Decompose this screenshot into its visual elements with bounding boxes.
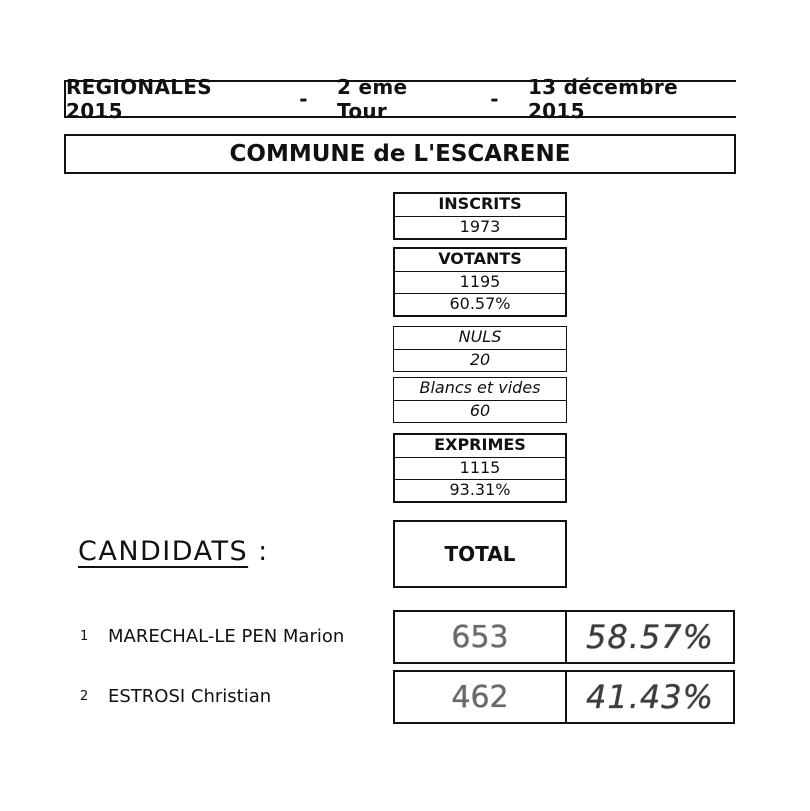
blancs-value: 60	[394, 400, 566, 422]
candidate-result	[393, 670, 735, 724]
exprimes-label: EXPRIMES	[434, 435, 526, 454]
inscrits-box	[393, 192, 567, 240]
candidate-row	[0, 610, 810, 664]
blancs-box	[393, 377, 567, 423]
election-title	[64, 75, 736, 123]
election-name: REGIONALES 2015	[65, 75, 212, 123]
nuls-value: 20	[394, 349, 566, 371]
commune-name: COMMUNE de L'ESCARENE	[229, 141, 571, 167]
candidate-number: 1	[80, 629, 89, 644]
election-round: 2 eme Tour	[337, 75, 408, 123]
candidate-name: ESTROSI Christian	[108, 686, 272, 707]
title-separator: -	[299, 87, 308, 111]
exprimes-percent: 93.31%	[395, 479, 565, 501]
title-separator: -	[490, 87, 499, 111]
candidate-votes: 462	[395, 672, 567, 722]
total-label: TOTAL	[444, 542, 516, 566]
candidate-percent: 58.57%	[585, 618, 714, 656]
nuls-label: NULS	[458, 327, 502, 346]
candidate-name: MARECHAL-LE PEN Marion	[108, 626, 345, 647]
election-date: 13 décembre 2015	[527, 75, 678, 123]
candidate-row	[0, 670, 810, 724]
candidats-word: CANDIDATS	[78, 536, 249, 567]
exprimes-value: 1115	[395, 457, 565, 479]
total-header	[393, 520, 567, 588]
exprimes-box	[393, 433, 567, 503]
votants-label: VOTANTS	[438, 249, 522, 268]
candidate-votes: 653	[395, 612, 567, 662]
inscrits-label: INSCRITS	[438, 194, 522, 213]
inscrits-value: 1973	[395, 216, 565, 238]
blancs-label: Blancs et vides	[419, 378, 541, 397]
candidats-heading	[78, 536, 269, 567]
commune-title	[64, 134, 736, 174]
candidate-number: 2	[80, 689, 89, 704]
nuls-box	[393, 326, 567, 372]
candidate-percent: 41.43%	[585, 678, 714, 716]
candidate-result	[393, 610, 735, 664]
votants-box	[393, 247, 567, 317]
candidats-colon: :	[258, 536, 269, 567]
votants-value: 1195	[395, 271, 565, 293]
votants-percent: 60.57%	[395, 293, 565, 315]
